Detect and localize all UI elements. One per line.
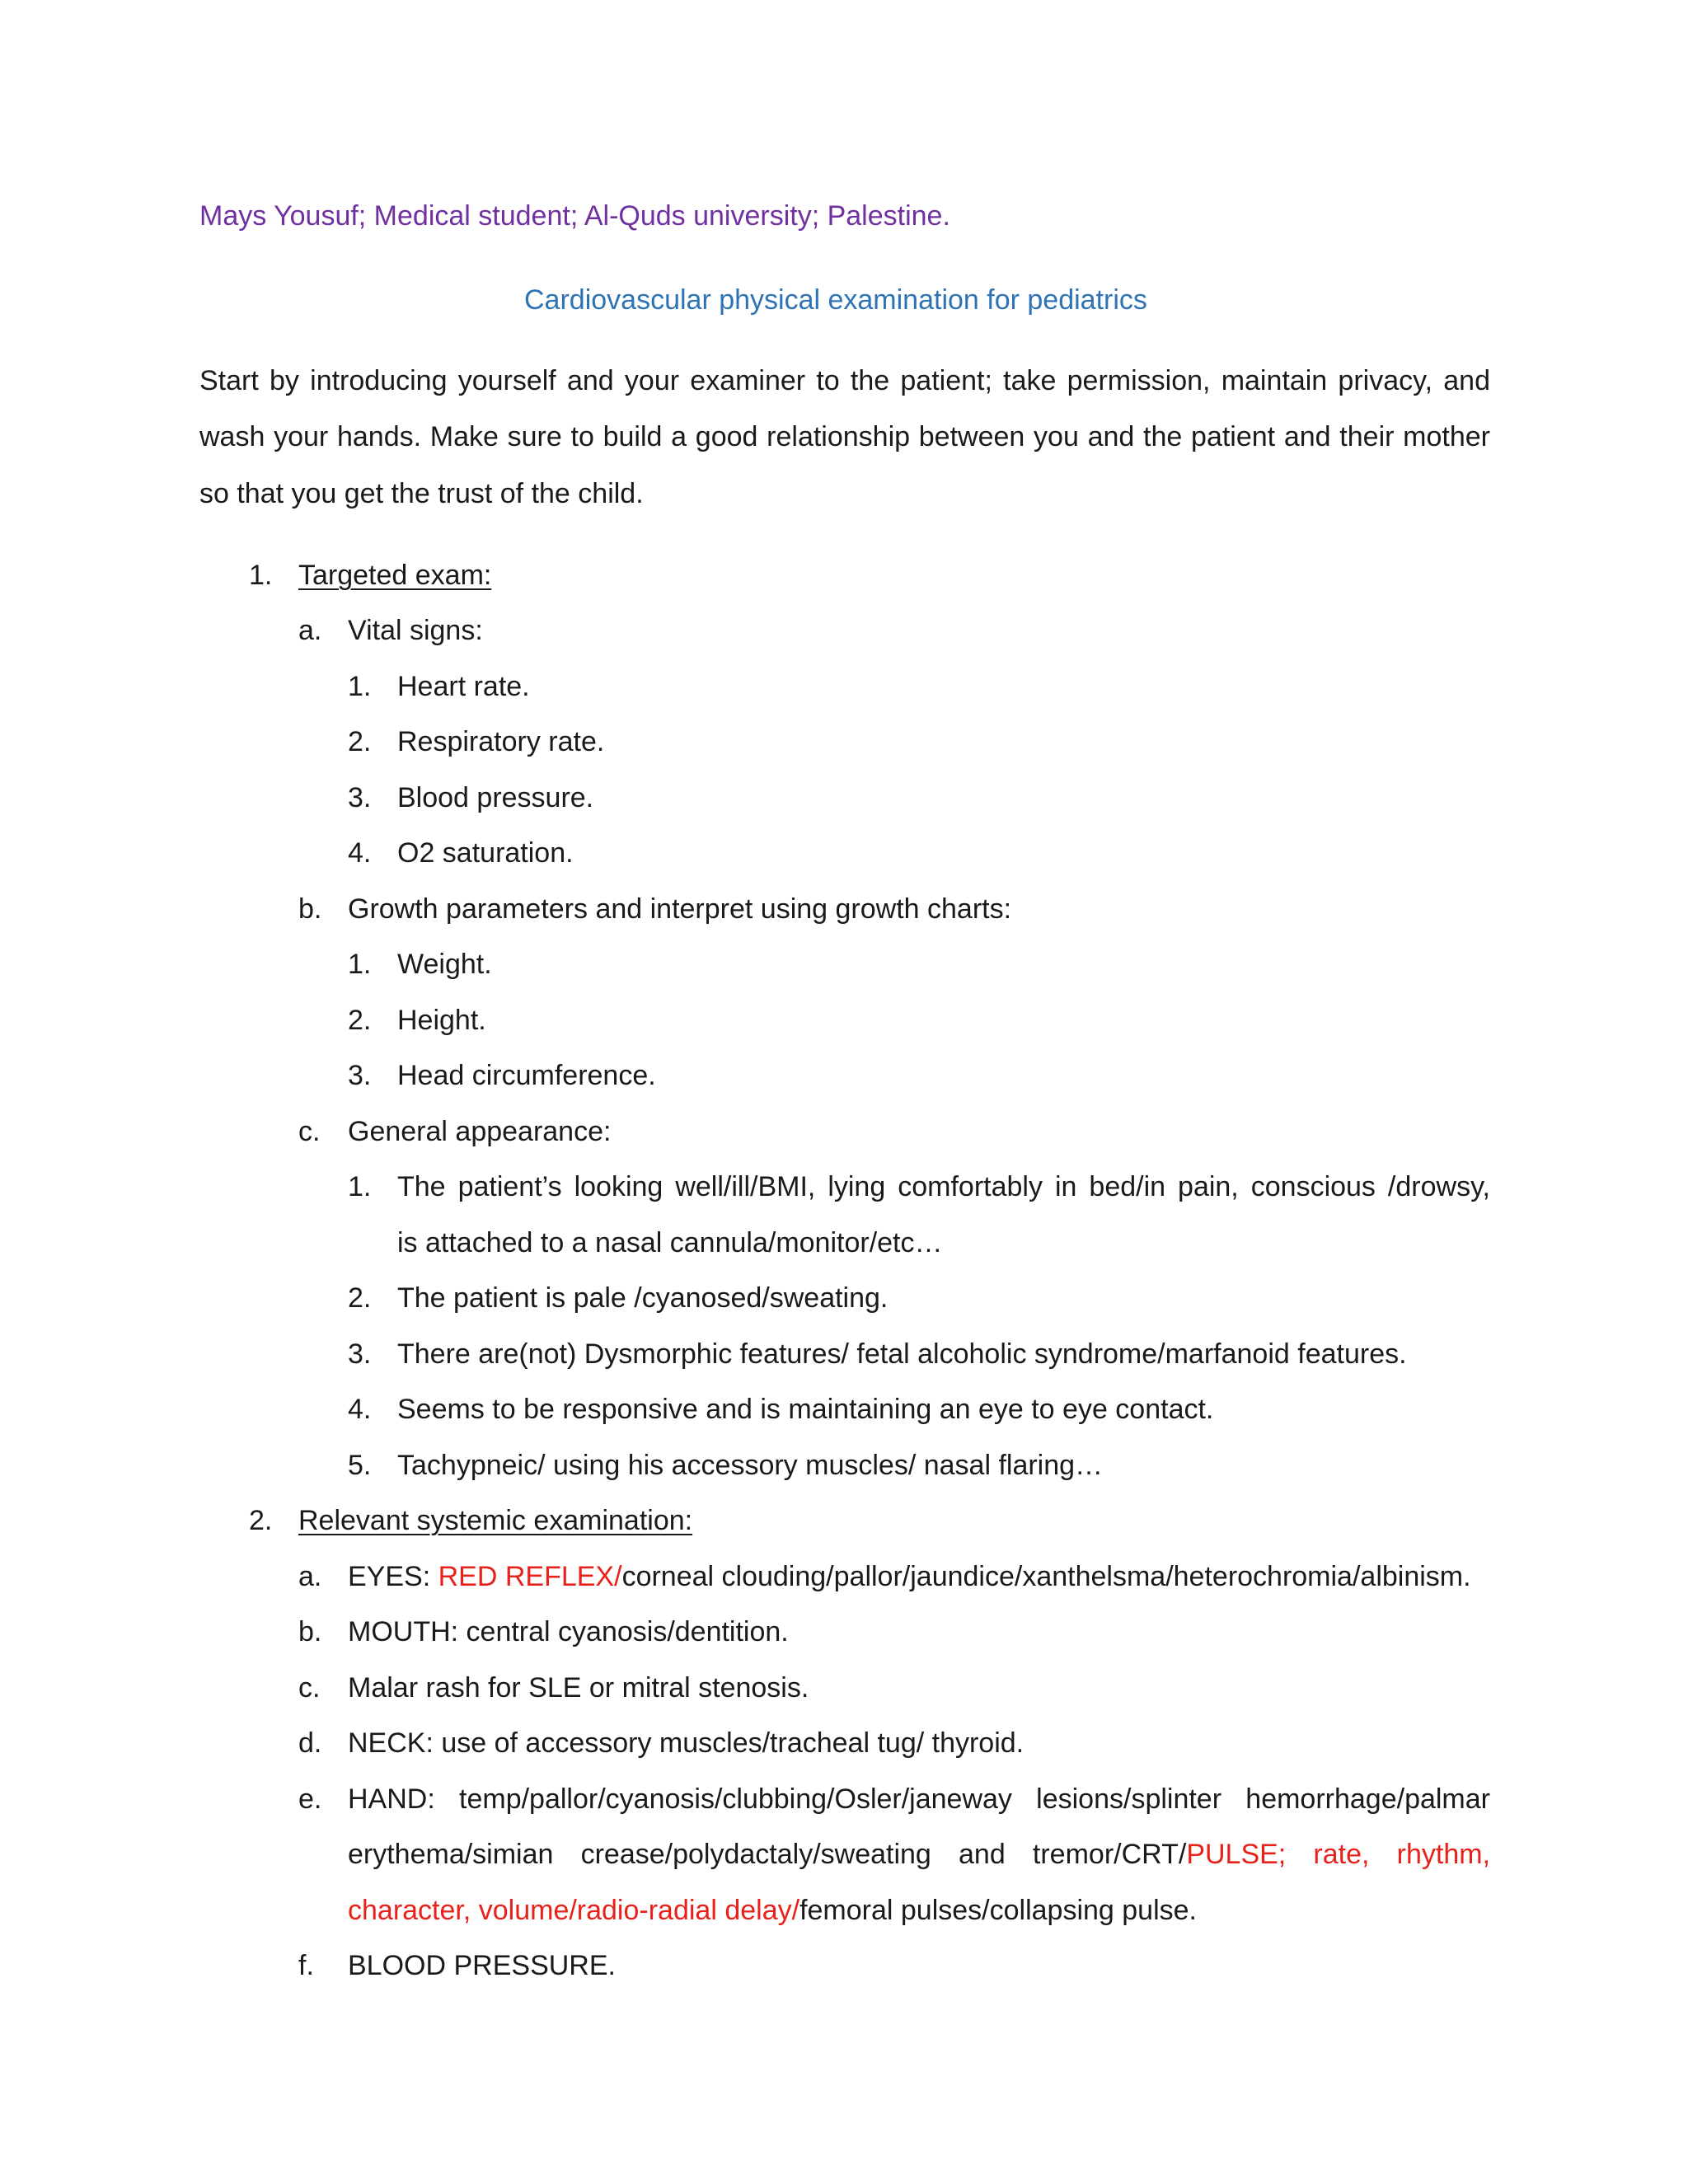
sub-label-growth-parameters: Growth parameters and interpret using growth charts: [348, 893, 1012, 925]
hand-line-2-text: erythema/simian crease/polydactaly/sweating and tremor/CRT/ [348, 1839, 1187, 1870]
item-number: 1. [348, 1171, 372, 1202]
item-number: 2. [348, 1005, 372, 1036]
list-item: The patient is pale /cyanosed/sweating. [397, 1282, 889, 1314]
item-number: 4. [348, 837, 372, 869]
sub-letter: d. [298, 1727, 322, 1759]
author-line: Mays Yousuf; Medical student; Al-Quds university; Palestine. [199, 200, 950, 232]
list-item: Malar rash for SLE or mitral stenosis. [348, 1672, 809, 1704]
item-number: 3. [348, 1338, 372, 1370]
list-item: The patient’s looking well/ill/BMI, lying comfortably in bed/in pain, conscious /drowsy, [397, 1171, 1490, 1202]
list-item: Weight. [397, 949, 492, 980]
item-number: 1. [348, 671, 372, 702]
list-item: NECK: use of accessory muscles/tracheal tug/ thyroid. [348, 1727, 1025, 1759]
list-item: Seems to be responsive and is maintaining an eye to eye contact. [397, 1394, 1214, 1425]
item-number: 4. [348, 1394, 372, 1425]
pulse-character-highlight: character, volume/radio-radial delay/ [348, 1895, 800, 1926]
document-title: Cardiovascular physical examination for pediatrics [524, 284, 1147, 316]
hand-line-3-text: femoral pulses/collapsing pulse. [799, 1895, 1197, 1926]
hand-line-1: HAND: temp/pallor/cyanosis/clubbing/Osler/janeway lesions/splinter hemorrhage/palmar [348, 1783, 1490, 1815]
eyes-line [348, 1558, 1471, 1595]
eyes-rest: corneal clouding/pallor/jaundice/xanthelsma/heterochromia/albinism. [621, 1561, 1471, 1592]
item-number: 5. [348, 1450, 372, 1481]
list-item-continuation: is attached to a nasal cannula/monitor/etc… [397, 1227, 943, 1258]
sub-label-vital-signs: Vital signs: [348, 615, 483, 646]
sub-letter: a. [298, 1561, 322, 1592]
list-item: There are(not) Dysmorphic features/ fetal alcoholic syndrome/marfanoid features. [397, 1338, 1407, 1370]
list-item: Height. [397, 1005, 486, 1036]
list-item: Head circumference. [397, 1060, 656, 1091]
section-number: 2. [249, 1505, 273, 1536]
intro-line-1: Start by introducing yourself and your examiner to the patient; take permission, maintain privacy, and [199, 365, 1490, 396]
list-item: Heart rate. [397, 671, 530, 702]
item-number: 2. [348, 726, 372, 757]
sub-letter: c. [298, 1116, 321, 1147]
section-number: 1. [249, 560, 273, 591]
intro-line-3: so that you get the trust of the child. [199, 478, 644, 509]
list-item: Blood pressure. [397, 782, 594, 813]
sub-letter: c. [298, 1672, 321, 1704]
sub-letter: f. [298, 1950, 314, 1981]
sub-letter: a. [298, 615, 322, 646]
item-number: 3. [348, 1060, 372, 1091]
item-number: 2. [348, 1282, 372, 1314]
sub-letter: e. [298, 1783, 322, 1815]
list-item: BLOOD PRESSURE. [348, 1950, 616, 1981]
list-item: O2 saturation. [397, 837, 574, 869]
sub-letter: b. [298, 1616, 322, 1647]
item-number: 3. [348, 782, 372, 813]
list-item: Respiratory rate. [397, 726, 605, 757]
red-reflex-highlight: RED REFLEX/ [438, 1561, 622, 1592]
sub-letter: b. [298, 893, 322, 925]
section-heading-systemic-exam: Relevant systemic examination: [298, 1505, 693, 1536]
section-heading-targeted-exam: Targeted exam: [298, 560, 492, 591]
intro-line-2: wash your hands. Make sure to build a good relationship between you and the patient and their mother [199, 421, 1490, 452]
list-item: Tachypneic/ using his accessory muscles/ nasal flaring… [397, 1450, 1104, 1481]
sub-label-general-appearance: General appearance: [348, 1116, 612, 1147]
eyes-prefix: EYES: [348, 1561, 438, 1592]
item-number: 1. [348, 949, 372, 980]
hand-line-3 [348, 1892, 1197, 1929]
list-item: MOUTH: central cyanosis/dentition. [348, 1616, 789, 1647]
pulse-highlight: PULSE; rate, rhythm, [1186, 1839, 1490, 1870]
hand-line-2 [348, 1836, 1490, 1872]
